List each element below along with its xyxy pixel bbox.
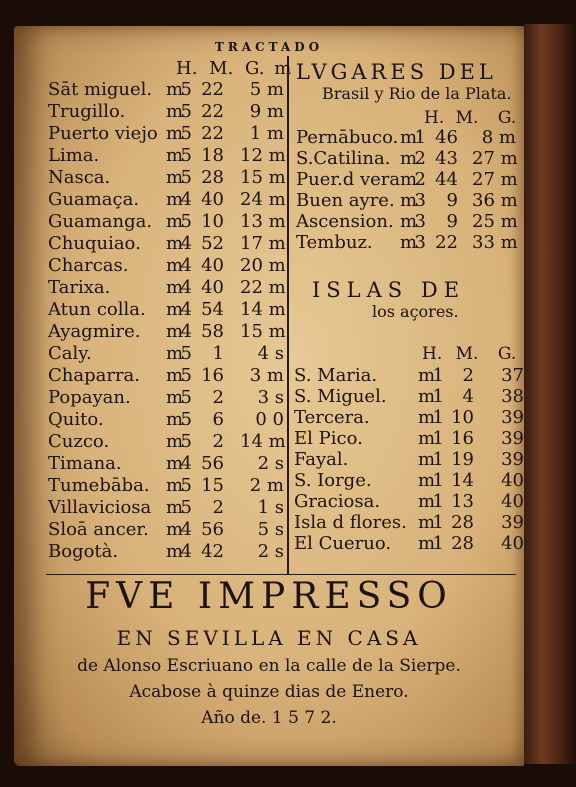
hours-value: 3 — [414, 232, 426, 253]
minutes-value: 2 — [212, 387, 224, 408]
azores-title: ISLAS DE — [312, 278, 466, 302]
table-row — [48, 300, 286, 320]
place-name: Trugillo. — [48, 101, 126, 122]
hours-value: 5 — [180, 101, 192, 122]
row-mark: m — [166, 145, 184, 166]
hours-value: 1 — [432, 533, 444, 554]
minutes-value: 9 — [446, 211, 458, 232]
minutes-value: 2 — [212, 431, 224, 452]
table-row — [296, 191, 518, 211]
minutes-value: 14 — [451, 470, 474, 491]
degrees-value: 15 m — [240, 321, 286, 342]
row-mark: m — [166, 431, 184, 452]
row-mark: m — [166, 409, 184, 430]
degrees-value: 9 m — [249, 101, 284, 122]
degrees-value: 25 m — [472, 211, 518, 232]
degrees-value: 36 m — [472, 190, 518, 211]
place-name: Chaparra. — [48, 365, 141, 386]
table-row — [294, 533, 524, 554]
place-name: Ascension. — [296, 211, 394, 232]
minutes-value: 10 — [201, 211, 224, 232]
degrees-value: 33 m — [472, 232, 518, 253]
minutes-value: 2 — [462, 365, 474, 386]
hours-value: 4 — [180, 189, 192, 210]
hours-value: 5 — [180, 475, 192, 496]
table-row — [296, 212, 518, 232]
table-row — [48, 476, 286, 496]
table-row — [48, 190, 286, 210]
row-mark: m — [166, 321, 184, 342]
degrees-value: 1 s — [257, 497, 284, 518]
imprint-place: EN SEVILLA EN CASA — [116, 626, 422, 650]
table-row — [48, 344, 286, 364]
table-row — [48, 432, 286, 452]
hours-value: 1 — [432, 365, 444, 386]
hours-value: 4 — [180, 277, 192, 298]
hours-value: 4 — [180, 453, 192, 474]
hours-value: 2 — [414, 148, 426, 169]
brasil-hdr-m: M. — [455, 108, 479, 128]
degrees-value: 5 m — [249, 79, 284, 100]
minutes-value: 6 — [212, 409, 224, 430]
azores-hdr-g: G. — [497, 344, 517, 364]
row-mark: m — [166, 277, 184, 298]
place-name: Nasca. — [48, 167, 111, 188]
place-name: Tercera. — [294, 407, 370, 428]
degrees-value: 39 — [501, 512, 524, 533]
brasil-hdr-h: H. — [424, 108, 445, 128]
hours-value: 2 — [414, 169, 426, 190]
place-name: Guamanga. — [48, 211, 153, 232]
minutes-value: 56 — [201, 519, 224, 540]
place-name: Isla d flores. — [294, 512, 407, 533]
table-row — [48, 454, 286, 474]
place-name: Charcas. — [48, 255, 129, 276]
minutes-value: 19 — [451, 449, 474, 470]
degrees-value: 3 m — [249, 365, 284, 386]
row-mark: m — [166, 475, 184, 496]
minutes-value: 9 — [446, 190, 458, 211]
row-mark: m — [418, 512, 436, 533]
row-mark: m — [418, 365, 436, 386]
row-mark: m — [166, 123, 184, 144]
minutes-value: 43 — [435, 148, 458, 169]
hours-value: 1 — [432, 407, 444, 428]
row-mark: m — [418, 533, 436, 554]
row-mark: m — [166, 101, 184, 122]
place-name: Chuquiao. — [48, 233, 141, 254]
table-row — [294, 365, 524, 386]
table-row — [48, 234, 286, 254]
minutes-value: 1 — [212, 343, 224, 364]
table-row — [294, 407, 524, 428]
minutes-value: 54 — [201, 299, 224, 320]
place-name: El Pico. — [294, 428, 363, 449]
degrees-value: 0 0 — [255, 409, 284, 430]
azores-header — [422, 344, 516, 364]
imprint-title: FVE IMPRESSO — [85, 576, 453, 617]
hours-value: 5 — [180, 409, 192, 430]
hours-value: 4 — [180, 321, 192, 342]
row-mark: m — [166, 541, 184, 562]
place-name: Guamaça. — [48, 189, 140, 210]
hours-value: 5 — [180, 211, 192, 232]
row-mark: m — [166, 365, 184, 386]
table-row — [294, 512, 524, 533]
degrees-value: 38 — [501, 386, 524, 407]
hours-value: 4 — [180, 255, 192, 276]
row-mark: m — [166, 343, 184, 364]
minutes-value: 18 — [201, 145, 224, 166]
minutes-value: 40 — [201, 277, 224, 298]
table-row — [48, 388, 286, 408]
hours-value: 1 — [432, 428, 444, 449]
table-row — [294, 428, 524, 449]
degrees-value: 27 m — [472, 169, 518, 190]
degrees-value: 13 m — [240, 211, 286, 232]
degrees-value: 40 — [501, 470, 524, 491]
table-row — [294, 491, 524, 512]
degrees-value: 15 m — [240, 167, 286, 188]
table-row — [48, 542, 286, 562]
minutes-value: 40 — [201, 255, 224, 276]
hours-value: 5 — [180, 343, 192, 364]
hours-value: 1 — [432, 470, 444, 491]
row-mark: m — [166, 167, 184, 188]
row-mark: m — [166, 79, 184, 100]
hdr-m: M. — [209, 58, 234, 79]
place-name: Buen ayre. — [296, 190, 395, 211]
row-mark: m — [166, 497, 184, 518]
minutes-value: 22 — [435, 232, 458, 253]
row-mark: m — [418, 386, 436, 407]
degrees-value: 4 s — [257, 343, 284, 364]
minutes-value: 10 — [451, 407, 474, 428]
place-name: Cuzco. — [48, 431, 110, 452]
hours-value: 5 — [180, 387, 192, 408]
degrees-value: 17 m — [240, 233, 286, 254]
degrees-value: 1 m — [249, 123, 284, 144]
degrees-value: 2 s — [257, 541, 284, 562]
degrees-value: 39 — [501, 428, 524, 449]
degrees-value: 40 — [501, 491, 524, 512]
table-row — [294, 386, 524, 407]
hours-value: 5 — [180, 497, 192, 518]
place-name: Sāt miguel. — [48, 79, 153, 100]
degrees-value: 14 m — [240, 299, 286, 320]
minutes-value: 2 — [212, 497, 224, 518]
degrees-value: 8 m — [481, 127, 516, 148]
hours-value: 5 — [180, 145, 192, 166]
place-name: S. Miguel. — [294, 386, 387, 407]
place-name: Ayagmire. — [48, 321, 141, 342]
table-row — [48, 410, 286, 430]
hours-value: 4 — [180, 519, 192, 540]
minutes-value: 44 — [435, 169, 458, 190]
adjacent-page-edge — [524, 24, 576, 764]
minutes-value: 28 — [451, 512, 474, 533]
degrees-value: 12 m — [240, 145, 286, 166]
hours-value: 3 — [414, 190, 426, 211]
place-name: Puer.d vera — [296, 169, 401, 190]
imprint-year: Año de. 1 5 7 2. — [201, 708, 337, 728]
brasil-table — [296, 128, 518, 258]
hours-value: 5 — [180, 365, 192, 386]
degrees-value: 24 m — [240, 189, 286, 210]
place-name: Villaviciosa — [48, 497, 152, 518]
place-name: Sloā ancer. — [48, 519, 149, 540]
minutes-value: 58 — [201, 321, 224, 342]
place-name: Lima. — [48, 145, 100, 166]
hours-value: 5 — [180, 123, 192, 144]
row-mark: m — [400, 232, 418, 253]
imprint-date: Acabose à quinze dias de Enero. — [129, 682, 409, 702]
place-name: Tarixa. — [48, 277, 111, 298]
minutes-value: 52 — [201, 233, 224, 254]
place-name: Bogotà. — [48, 541, 119, 562]
table-row — [296, 149, 518, 169]
hdr-unit: m — [274, 58, 292, 79]
place-name: S. Iorge. — [294, 470, 372, 491]
place-name: Puerto viejo — [48, 123, 158, 144]
degrees-value: 5 s — [257, 519, 284, 540]
table-row — [48, 146, 286, 166]
place-name: S. Maria. — [294, 365, 378, 386]
azores-hdr-m: M. — [455, 344, 479, 364]
row-mark: m — [418, 470, 436, 491]
brasil-hdr-g: G. — [497, 108, 517, 128]
row-mark: m — [400, 127, 418, 148]
row-mark: m — [418, 491, 436, 512]
minutes-value: 15 — [201, 475, 224, 496]
row-mark: m — [400, 211, 418, 232]
table-row — [296, 170, 518, 190]
azores-subtitle: los açores. — [372, 302, 459, 321]
brasil-subtitle: Brasil y Rio de la Plata. — [322, 84, 512, 103]
minutes-value: 46 — [435, 127, 458, 148]
place-name: Fayal. — [294, 449, 349, 470]
place-name: El Cueruo. — [294, 533, 392, 554]
row-mark: m — [166, 387, 184, 408]
minutes-value: 16 — [451, 428, 474, 449]
table-row — [48, 520, 286, 540]
table-row — [48, 498, 286, 518]
place-name: Atun colla. — [48, 299, 146, 320]
row-mark: m — [166, 519, 184, 540]
minutes-value: 40 — [201, 189, 224, 210]
left-table-header — [176, 58, 291, 79]
hours-value: 5 — [180, 167, 192, 188]
minutes-value: 4 — [462, 386, 474, 407]
hours-value: 5 — [180, 431, 192, 452]
row-mark: m — [400, 190, 418, 211]
imprint-printer: de Alonso Escriuano en la calle de la Sierpe. — [77, 656, 461, 676]
minutes-value: 42 — [201, 541, 224, 562]
table-row — [294, 449, 524, 470]
hours-value: 5 — [180, 79, 192, 100]
row-mark: m — [400, 148, 418, 169]
table-row — [294, 470, 524, 491]
place-name: Tumebāba. — [48, 475, 150, 496]
hours-value: 4 — [180, 233, 192, 254]
table-row — [48, 366, 286, 386]
table-row — [48, 80, 286, 100]
book-page — [14, 26, 524, 766]
place-name: Pernābuco. — [296, 127, 399, 148]
place-name: Quito. — [48, 409, 104, 430]
brasil-header — [424, 108, 516, 128]
row-mark: m — [418, 428, 436, 449]
degrees-value: 2 m — [249, 475, 284, 496]
brasil-title: LVGARES DEL — [296, 60, 497, 84]
table-row — [48, 278, 286, 298]
minutes-value: 28 — [451, 533, 474, 554]
degrees-value: 27 m — [472, 148, 518, 169]
minutes-value: 28 — [201, 167, 224, 188]
degrees-value: 3 s — [257, 387, 284, 408]
place-name: S.Catilina. — [296, 148, 391, 169]
hours-value: 4 — [180, 299, 192, 320]
table-row — [48, 256, 286, 276]
degrees-value: 40 — [501, 533, 524, 554]
place-name: Timana. — [48, 453, 122, 474]
hours-value: 1 — [432, 386, 444, 407]
row-mark: m — [166, 255, 184, 276]
table-row — [48, 322, 286, 342]
place-name: Popayan. — [48, 387, 131, 408]
left-table — [48, 80, 286, 570]
degrees-value: 22 m — [240, 277, 286, 298]
table-row — [48, 168, 286, 188]
hours-value: 3 — [414, 211, 426, 232]
table-row — [296, 233, 518, 253]
running-head: TRACTADO — [214, 40, 324, 54]
degrees-value: 37 — [501, 365, 524, 386]
degrees-value: 20 m — [240, 255, 286, 276]
row-mark: m — [166, 299, 184, 320]
degrees-value: 2 s — [257, 453, 284, 474]
minutes-value: 16 — [201, 365, 224, 386]
table-row — [296, 128, 518, 148]
row-mark: m — [166, 233, 184, 254]
minutes-value: 56 — [201, 453, 224, 474]
row-mark: m — [418, 449, 436, 470]
azores-hdr-h: H. — [422, 344, 443, 364]
table-row — [48, 212, 286, 232]
degrees-value: 39 — [501, 449, 524, 470]
row-mark: m — [166, 211, 184, 232]
hdr-g: G. — [245, 58, 265, 79]
place-name: Caly. — [48, 343, 92, 364]
row-mark: m — [166, 189, 184, 210]
minutes-value: 22 — [201, 79, 224, 100]
column-divider — [287, 56, 289, 574]
hdr-h: H. — [176, 58, 198, 79]
minutes-value: 13 — [451, 491, 474, 512]
row-mark: m — [400, 169, 418, 190]
hours-value: 1 — [414, 127, 426, 148]
table-row — [48, 124, 286, 144]
degrees-value: 14 m — [240, 431, 286, 452]
place-name: Graciosa. — [294, 491, 381, 512]
hours-value: 1 — [432, 512, 444, 533]
row-mark: m — [418, 407, 436, 428]
hours-value: 4 — [180, 541, 192, 562]
row-mark: m — [166, 453, 184, 474]
hours-value: 1 — [432, 449, 444, 470]
table-row — [48, 102, 286, 122]
degrees-value: 39 — [501, 407, 524, 428]
place-name: Tembuz. — [296, 232, 373, 253]
azores-table — [294, 365, 524, 576]
minutes-value: 22 — [201, 123, 224, 144]
minutes-value: 22 — [201, 101, 224, 122]
hours-value: 1 — [432, 491, 444, 512]
